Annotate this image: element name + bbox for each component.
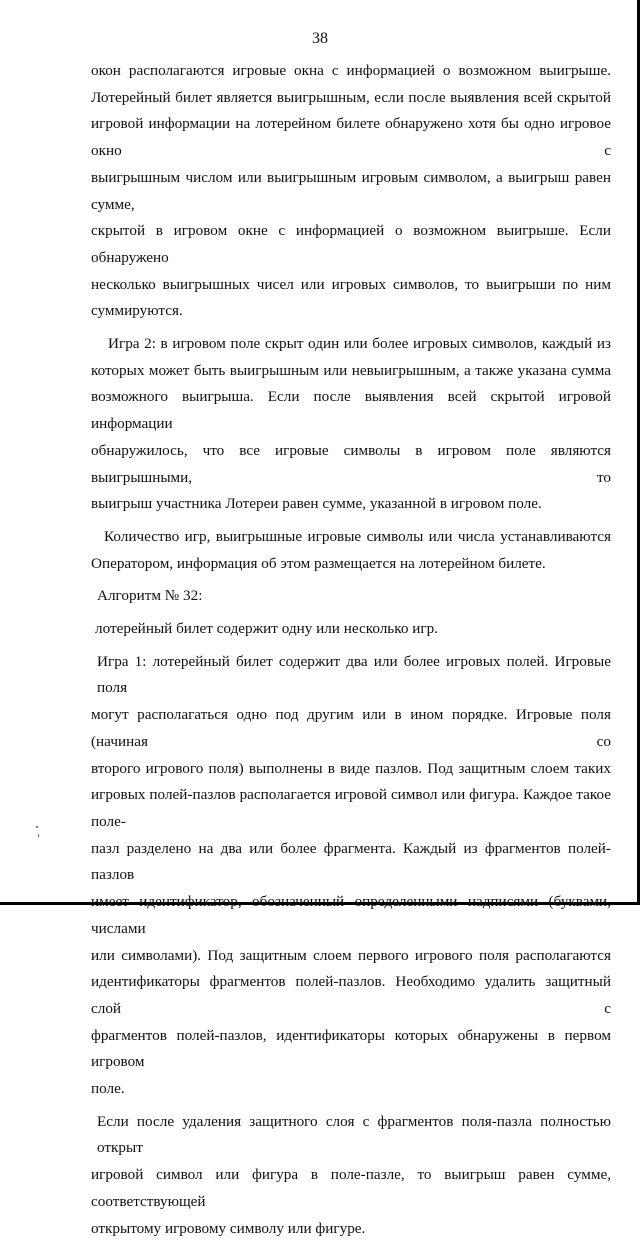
text-line: числами (91, 919, 146, 937)
text-line: Алгоритм № 32: (97, 587, 203, 605)
text-line: лотерейный билет содержит одну или несколько игр. (95, 620, 438, 638)
text-line: Игра 1: лотерейный билет содержит два или более игровых полей. Игровые поля (97, 652, 611, 697)
paragraph-2 (91, 331, 611, 518)
text-line: обнаружилось, что все игровые символы в игровом поле являются выигрышными, то (91, 441, 611, 486)
text-line: идентификаторы фрагментов полей-пазлов. Необходимо удалить защитный слой с (91, 973, 611, 1017)
paragraph-4 (91, 583, 611, 610)
text-line: окон располагаются игровые окна с информацией о возможном выигрыше. (91, 62, 611, 79)
paragraph-1 (91, 58, 611, 325)
text-line: скрытой в игровом окне с информацией о возможном выигрыше. Если обнаружено (91, 222, 611, 266)
text-line: или символами). Под защитным слоем первого игрового поля располагаются (91, 946, 611, 964)
paragraph-7 (91, 1109, 611, 1242)
text-line: суммируются. (91, 302, 183, 320)
text-line: игровой символ или фигура в поле-пазле, то выигрыш равен сумме, соответствующей (91, 1166, 611, 1210)
text-line: Лотерейный билет является выигрышным, если после выявления всей скрытой (91, 88, 611, 106)
scan-speck (36, 826, 38, 828)
text-line: фрагментов полей-пазлов, идентификаторы которых обнаружены в первом игровом (91, 1026, 611, 1071)
text-line: выигрыш участника Лотереи равен сумме, указанной в игровом поле. (91, 495, 542, 513)
paragraph-6 (91, 649, 611, 1103)
text-line: Количество игр, выигрышные игровые символы или числа устанавливаются (104, 527, 611, 545)
text-line: Если после удаления защитного слоя с фрагментов поля-пазла полностью открыт (97, 1112, 611, 1157)
text-line: несколько выигрышных чисел или игровых символов, то выигрыши по ним (91, 275, 611, 293)
text-line: Оператором, информация об этом размещается на лотерейном билете. (91, 554, 546, 572)
paragraph-3 (91, 524, 611, 577)
text-line: второго игрового поля) выполнены в виде пазлов. Под защитным слоем таких (91, 759, 611, 777)
text-line: игровых полей-пазлов располагается игровой символ или фигура. Каждое такое поле- (91, 786, 611, 830)
text-line: поле. (91, 1080, 125, 1098)
scan-edge-bottom (0, 902, 640, 905)
text-line: открытому игровому символу или фигуре. (91, 1219, 366, 1237)
document-body (91, 58, 611, 1242)
text-line: игровой информации на лотерейном билете обнаружено хотя бы одно игровое окно с (91, 115, 611, 160)
text-line: Игра 2: в игровом поле скрыт один или более игровых символов, каждый из (108, 335, 611, 353)
text-line: возможного выигрыша. Если после выявления всей скрытой игровой информации (91, 388, 611, 433)
page-number: 38 (312, 30, 328, 47)
text-line: пазл разделено на два или более фрагмента. Каждый из фрагментов полей-пазлов (91, 839, 611, 884)
scan-speck (38, 834, 39, 837)
text-line: выигрышным числом или выигрышным игровым символом, а выигрыш равен сумме, (91, 168, 611, 213)
text-line: которых может быть выигрышным или невыигрышным, а также указана сумма (91, 361, 611, 379)
text-line: могут располагаться одно под другим или в ином порядке. Игровые поля (начиная со (91, 706, 611, 750)
paragraph-5 (91, 616, 611, 643)
